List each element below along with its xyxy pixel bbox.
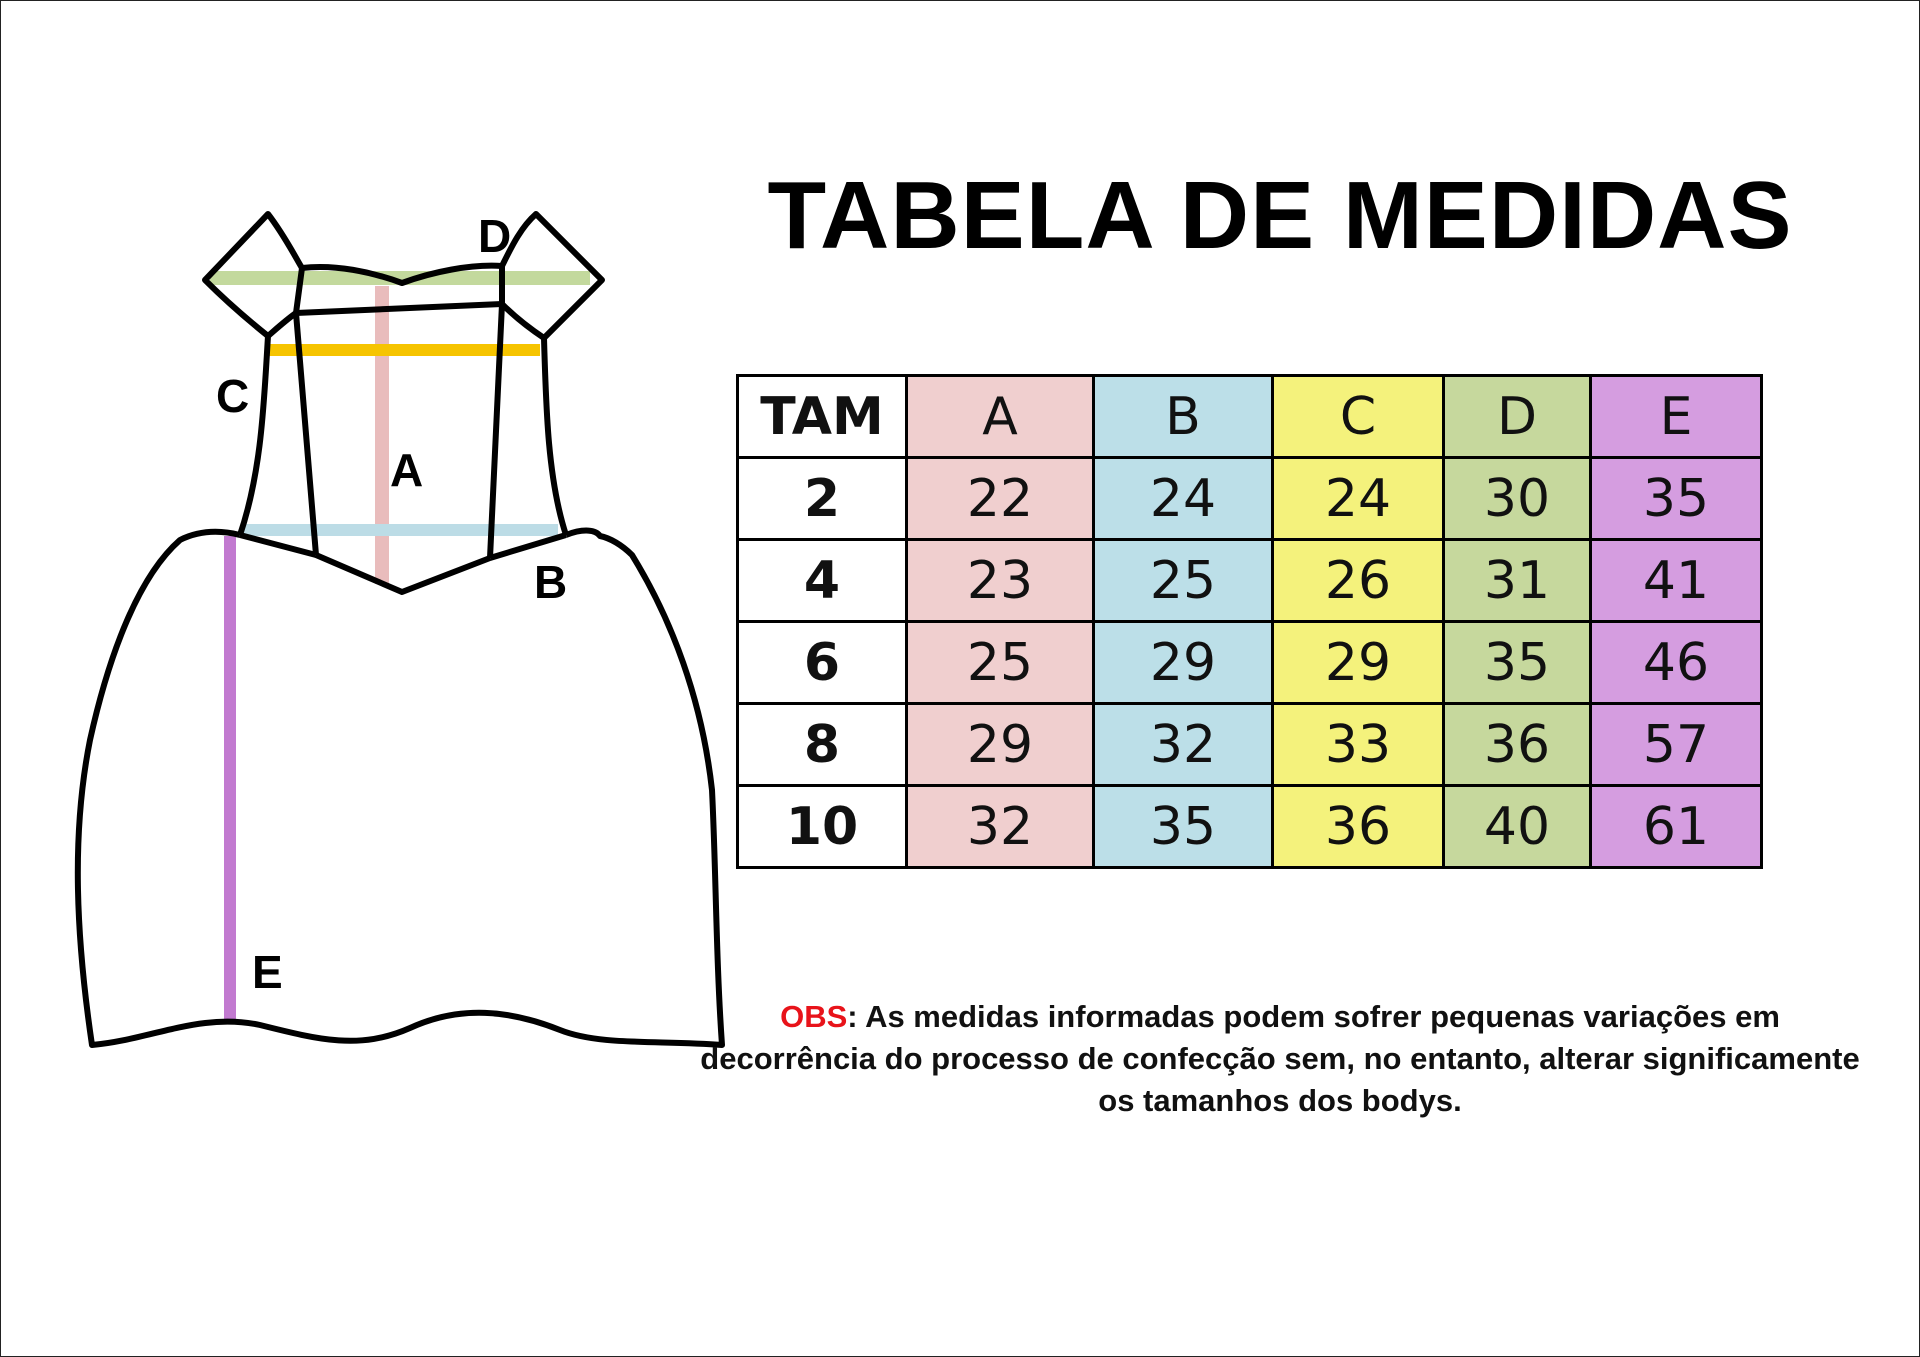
dress-diagram (0, 0, 780, 1357)
measure-cell-d: 31 (1444, 540, 1591, 622)
page-title: TABELA DE MEDIDAS (767, 162, 1793, 269)
measure-cell-a: 22 (907, 458, 1094, 540)
bodice-bottom-outline (316, 555, 490, 592)
header-b: B (1094, 376, 1273, 458)
right-side-outline (544, 338, 566, 535)
size-cell: 4 (738, 540, 907, 622)
diagram-label-b: B (534, 556, 568, 608)
measure-cell-c: 36 (1273, 786, 1444, 868)
header-a: A (907, 376, 1094, 458)
diagram-label-d: D (478, 210, 512, 262)
measure-cell-e: 35 (1591, 458, 1762, 540)
diagram-label-e: E (252, 946, 283, 998)
bodice-seam-outline (296, 304, 502, 313)
header-d: D (1444, 376, 1591, 458)
measure-cell-e: 41 (1591, 540, 1762, 622)
measure-cell-a: 32 (907, 786, 1094, 868)
size-cell: 6 (738, 622, 907, 704)
size-cell: 8 (738, 704, 907, 786)
measure-cell-b: 35 (1094, 786, 1273, 868)
measure-cell-d: 30 (1444, 458, 1591, 540)
table-header-row (738, 376, 1762, 458)
measure-cell-c: 33 (1273, 704, 1444, 786)
measure-cell-d: 40 (1444, 786, 1591, 868)
measure-cell-e: 57 (1591, 704, 1762, 786)
obs-note (700, 996, 1860, 1122)
bodice-skirt-join-left (240, 535, 316, 555)
measure-cell-c: 29 (1273, 622, 1444, 704)
measure-cell-b: 32 (1094, 704, 1273, 786)
table-row (738, 458, 1762, 540)
measure-cell-b: 29 (1094, 622, 1273, 704)
measure-cell-a: 23 (907, 540, 1094, 622)
measure-cell-c: 26 (1273, 540, 1444, 622)
diagram-label-c: C (216, 370, 250, 422)
table-row (738, 786, 1762, 868)
measure-cell-a: 25 (907, 622, 1094, 704)
obs-label: OBS (780, 999, 848, 1034)
measure-cell-b: 25 (1094, 540, 1273, 622)
table-row (738, 704, 1762, 786)
measure-cell-d: 35 (1444, 622, 1591, 704)
right-strap-outline (490, 266, 502, 558)
measure-cell-d: 36 (1444, 704, 1591, 786)
bodice-skirt-join-right (490, 535, 566, 558)
measure-cell-e: 46 (1591, 622, 1762, 704)
measure-cell-e: 61 (1591, 786, 1762, 868)
measure-cell-a: 29 (907, 704, 1094, 786)
header-e: E (1591, 376, 1762, 458)
measure-cell-c: 24 (1273, 458, 1444, 540)
obs-text: : As medidas informadas podem sofrer pequenas variações em decorrência do processo de confecção sem, no entanto, alterar significamente os tamanhos dos bodys. (700, 999, 1860, 1118)
header-tam: TAM (738, 376, 907, 458)
table-row (738, 622, 1762, 704)
skirt-outline (78, 531, 722, 1045)
left-side-outline (240, 336, 268, 535)
measure-cell-b: 24 (1094, 458, 1273, 540)
table-row (738, 540, 1762, 622)
size-cell: 2 (738, 458, 907, 540)
diagram-label-a: A (390, 444, 424, 496)
header-c: C (1273, 376, 1444, 458)
size-cell: 10 (738, 786, 907, 868)
size-table (736, 374, 1763, 869)
